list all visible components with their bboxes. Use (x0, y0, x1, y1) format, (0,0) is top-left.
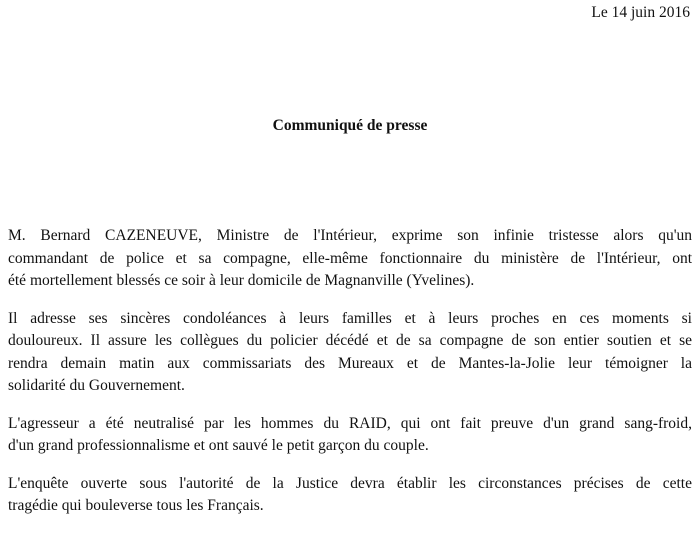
paragraph-line: rendra demain matin aux commissariats des Mureaux et de Mantes-la-Jolie leur témoigner la (8, 354, 692, 372)
paragraph-line: M. Bernard CAZENEUVE, Ministre de l'Intérieur, exprime son infinie tristesse alors qu'un (8, 227, 692, 244)
document-body (8, 225, 692, 533)
paragraph-1 (8, 225, 692, 293)
paragraph-2 (8, 308, 692, 398)
document-date: Le 14 juin 2016 (591, 4, 690, 21)
paragraph-4 (8, 473, 692, 518)
paragraph-line: commandant de police et sa compagne, elle-même fonctionnaire du ministère de l'Intérieur, ont (8, 249, 692, 267)
paragraph-line: L'enquête ouverte sous l'autorité de la Justice devra établir les circonstances précises de cette (8, 474, 692, 492)
paragraph-line: douloureux. Il assure les collègues du policier décédé et de sa compagne de son entier soutien et se (8, 332, 692, 349)
paragraph-line: Il adresse ses sincères condoléances à leurs familles et à leurs proches en ces moments si (8, 309, 692, 327)
paragraph-line: tragédie qui bouleverse tous les Français. (8, 497, 264, 514)
paragraph-line: d'un grand professionnalisme et ont sauvé le petit garçon du couple. (8, 437, 429, 454)
paragraph-line: été mortellement blessés ce soir à leur domicile de Magnanville (Yvelines). (8, 272, 475, 289)
paragraph-3 (8, 413, 692, 458)
paragraph-line: L'agresseur a été neutralisé par les hommes du RAID, qui ont fait preuve d'un grand sang-froid, (8, 414, 692, 432)
paragraph-line: solidarité du Gouvernement. (8, 377, 185, 394)
document-title: Communiqué de presse (272, 117, 428, 134)
